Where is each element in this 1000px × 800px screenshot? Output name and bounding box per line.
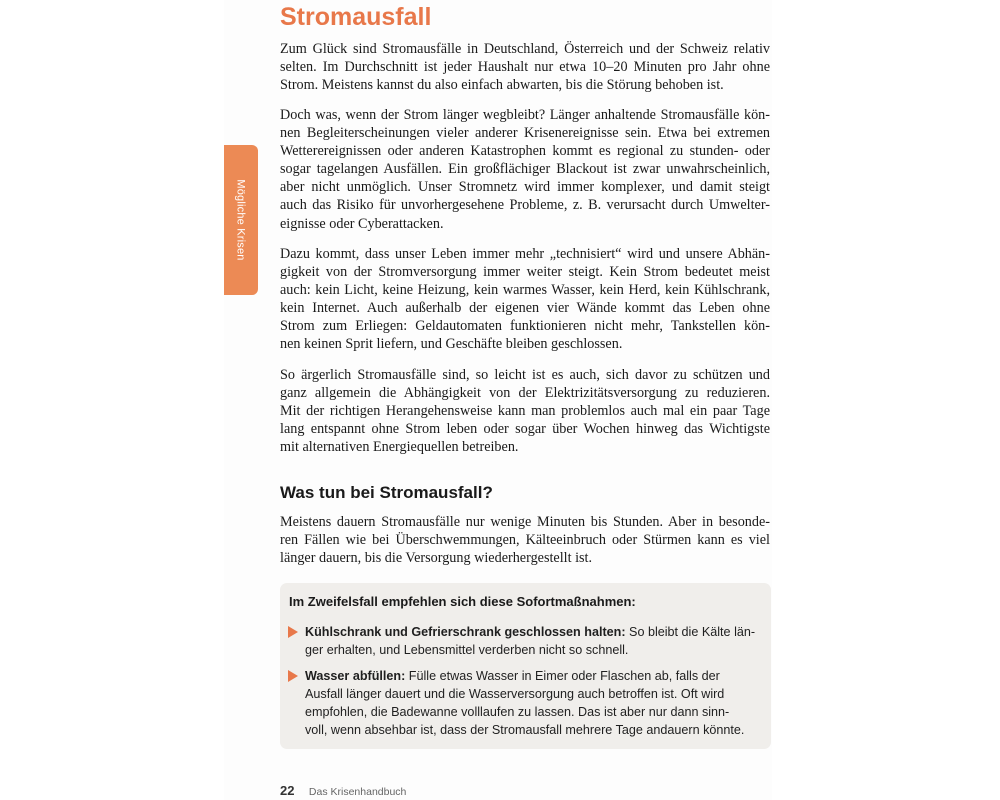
page-footer [280, 782, 406, 798]
paragraph-section [280, 513, 770, 567]
text-line: gigkeit von der Stromversorgung immer weiter steigt. Kein Strom bedeutet meist [280, 264, 770, 281]
section-heading: Was tun bei Stromausfall? [280, 483, 493, 502]
text-line: lang entspannt ohne Strom leben oder sogar über Wochen hinweg das Wichtigste [280, 421, 770, 438]
book-title: Das Krisenhandbuch [308, 786, 407, 798]
text-line: mit alternativen Energiequellen betreiben. [280, 439, 519, 456]
chapter-side-tab [224, 145, 258, 295]
text-line: selten. Im Durchschnitt ist jeder Haushalt nur etwa 10–20 Minuten pro Jahr ohne [280, 59, 770, 76]
text-line: So ärgerlich Stromausfälle sind, so leicht ist es auch, sich davor zu schützen und [280, 367, 770, 383]
text-line: Wetterereignissen oder anderen Katastrophen kommt es regional zu stunden- oder [280, 143, 770, 160]
text-line: aber nicht unmöglich. Unser Stromnetz wird immer komplexer, und damit steigt [280, 179, 770, 196]
text-line: nen Begleiterscheinungen vieler anderer Krisenereignisse sein. Etwa bei extremen [280, 125, 770, 142]
text-line: Dazu kommt, dass unser Leben immer mehr „technisiert“ wird und unsere Abhän- [280, 246, 770, 262]
tip-item-text: Wasser abfüllen: Fülle etwas Wasser in Eimer oder Flaschen ab, falls der Ausfall länger dauert und die Wasserversorgung auch betroffen ist. Oft wird empfohlen, die Badewanne volllaufen zu lassen. Das ist aber nur dann sinn- voll, wenn absehbar ist, dass der Stromausfall mehrere Tage andauern könnte. [305, 669, 745, 737]
paragraph-dependency [280, 245, 770, 354]
text-line: auch das Risiko für unvorhergesehene Probleme, z. B. verursacht durch Umwelter- [280, 197, 770, 214]
text-line: Zum Glück sind Stromausfälle in Deutschland, Österreich und der Schweiz relativ [280, 41, 770, 57]
triangle-bullet-icon [288, 670, 298, 682]
text-line: ganz allgemein die Abhängigkeit von der Elektrizitätsversorgung zu reduzieren. [280, 385, 770, 402]
text-line: nen keinen Sprit liefern, und Geschäfte bleiben geschlossen. [280, 336, 623, 353]
text-line: kein Internet. Auch außerhalb der eigenen vier Wände kommt das Leben ohne [280, 300, 770, 317]
text-line: eignisse oder Cyberattacken. [280, 215, 444, 232]
tip-box [280, 583, 771, 749]
tip-item-lead: Kühlschrank und Gefrierschrank geschlossen halten: [305, 625, 626, 639]
tip-item-lead: Wasser abfüllen: [305, 669, 406, 683]
text-line: Strom zum Erliegen: Geldautomaten funktionieren nicht mehr, Tankstellen kön- [280, 318, 770, 335]
text-line: Doch was, wenn der Strom länger wegbleibt? Länger anhaltende Stromausfälle kön- [280, 107, 770, 123]
chapter-title: Stromausfall [280, 3, 432, 31]
text-line: auch: kein Licht, keine Heizung, kein warmes Wasser, kein Herd, kein Kühlschrank, [280, 282, 770, 299]
tip-item-text: Kühlschrank und Gefrierschrank geschlossen halten: So bleibt die Kälte län- ger erhalten, und Lebensmittel verderben nicht so schnell. [305, 625, 756, 657]
text-line: länger dauern, bis die Versorgung wiederhergestellt ist. [280, 550, 593, 567]
text-line: Strom. Meistens kannst du also einfach abwarten, bis die Störung behoben ist. [280, 77, 724, 94]
text-line: Meistens dauern Stromausfälle nur wenige Minuten bis Stunden. Aber in besonde- [280, 514, 770, 530]
paragraph-intro [280, 40, 770, 94]
triangle-bullet-icon [288, 626, 298, 638]
paragraph-longer-outage [280, 106, 770, 233]
paragraph-protection [280, 366, 770, 456]
text-line: Mit der richtigen Herangehensweise kann man problemlos auch mal ein paar Tage [280, 403, 770, 420]
text-line: ren Fällen wie bei Überschwemmungen, Kälteeinbruch oder Stürmen kann es viel [280, 532, 770, 549]
tip-box-title: Im Zweifelsfall empfehlen sich diese Sofortmaßnahmen: [289, 594, 636, 609]
text-line: sogar tagelangen Ausfällen. Ein großflächiger Blackout ist zwar unwahrscheinlich, [280, 161, 770, 178]
side-tab-label: Mögliche Krisen [235, 179, 248, 261]
page-number: 22 [280, 783, 295, 798]
